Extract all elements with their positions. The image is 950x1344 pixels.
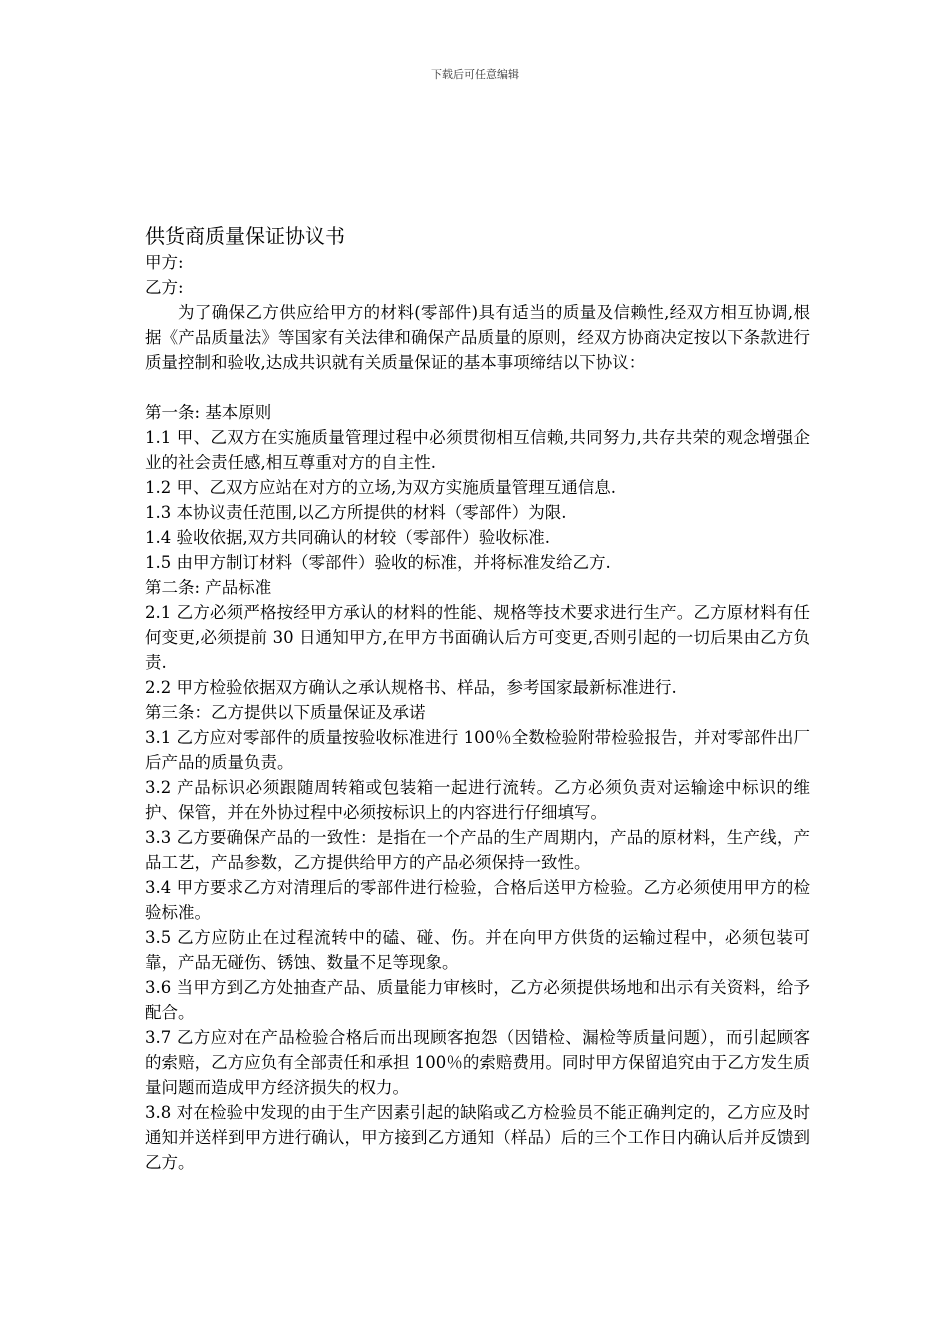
clause: 3.5 乙方应防止在过程流转中的磕、碰、伤。并在向甲方供货的运输过程中，必须包装可靠，产品无碰伤、锈蚀、数量不足等现象。: [145, 928, 810, 972]
spacer: [145, 375, 810, 400]
clause: 2.2 甲方检验依据双方确认之承认规格书、样品，参考国家最新标准进行.: [145, 678, 677, 697]
header-note: 下载后可任意编辑: [431, 68, 519, 81]
clause: 2.1 乙方必须严格按经甲方承认的材料的性能、规格等技术要求进行生产。乙方原材料有任何变更,必须提前 30 日通知甲方,在甲方书面确认后方可变更,否则引起的一切后果由乙方负责.: [145, 603, 810, 672]
section-heading: 第二条: 产品标准: [145, 578, 272, 597]
party-b-label: 乙方:: [145, 278, 184, 297]
clause: 1.4 验收依据,双方共同确认的材较（零部件）验收标准.: [145, 528, 550, 547]
clause: 1.5 由甲方制订材料（零部件）验收的标准，并将标准发给乙方.: [145, 553, 611, 572]
document-title: 供货商质量保证协议书: [145, 224, 345, 248]
clause: 1.2 甲、乙双方应站在对方的立场,为双方实施质量管理互通信息.: [145, 478, 616, 497]
clause: 1.3 本协议责任范围,以乙方所提供的材料（零部件）为限.: [145, 503, 567, 522]
party-a-label: 甲方:: [145, 253, 184, 272]
clause: 3.6 当甲方到乙方处抽查产品、质量能力审核时，乙方必须提供场地和出示有关资料，给予配合。: [145, 978, 810, 1022]
intro-paragraph: 为了确保乙方供应给甲方的材料(零部件)具有适当的质量及信赖性,经双方相互协调,根据《产品质量法》等国家有关法律和确保产品质量的原则，经双方协商决定按以下条款进行质量控制和验收,达成共识就有关质量保证的基本事项缔结以下协议：: [145, 303, 810, 372]
clause: 3.1 乙方应对零部件的质量按验收标准进行 100％全数检验附带检验报告，并对零部件出厂后产品的质量负责。: [145, 728, 810, 772]
section-heading: 第三条：乙方提供以下质量保证及承诺: [145, 703, 426, 722]
section-heading: 第一条: 基本原则: [145, 403, 272, 422]
clause: 1.1 甲、乙双方在实施质量管理过程中必须贯彻相互信赖,共同努力,共存共荣的观念增强企业的社会责任感,相互尊重对方的自主性.: [145, 428, 810, 472]
clause: 3.8 对在检验中发现的由于生产因素引起的缺陷或乙方检验员不能正确判定的，乙方应及时通知并送样到甲方进行确认，甲方接到乙方通知（样品）后的三个工作日内确认后并反馈到乙方。: [145, 1103, 810, 1172]
clause: 3.7 乙方应对在产品检验合格后而出现顾客抱怨（因错检、漏检等质量问题），而引起顾客的索赔，乙方应负有全部责任和承担 100％的索赔费用。同时甲方保留追究由于乙方发生质量问题而造成甲方经济损失的权力。: [145, 1028, 810, 1097]
clause: 3.2 产品标识必须跟随周转箱或包装箱一起进行流转。乙方必须负责对运输途中标识的维护、保管，并在外协过程中必须按标识上的内容进行仔细填写。: [145, 778, 810, 822]
document-body: [145, 222, 810, 1175]
clause: 3.4 甲方要求乙方对清理后的零部件进行检验，合格后送甲方检验。乙方必须使用甲方的检验标准。: [145, 878, 810, 922]
clause: 3.3 乙方要确保产品的一致性：是指在一个产品的生产周期内，产品的原材料，生产线，产品工艺，产品参数，乙方提供给甲方的产品必须保持一致性。: [145, 828, 810, 872]
